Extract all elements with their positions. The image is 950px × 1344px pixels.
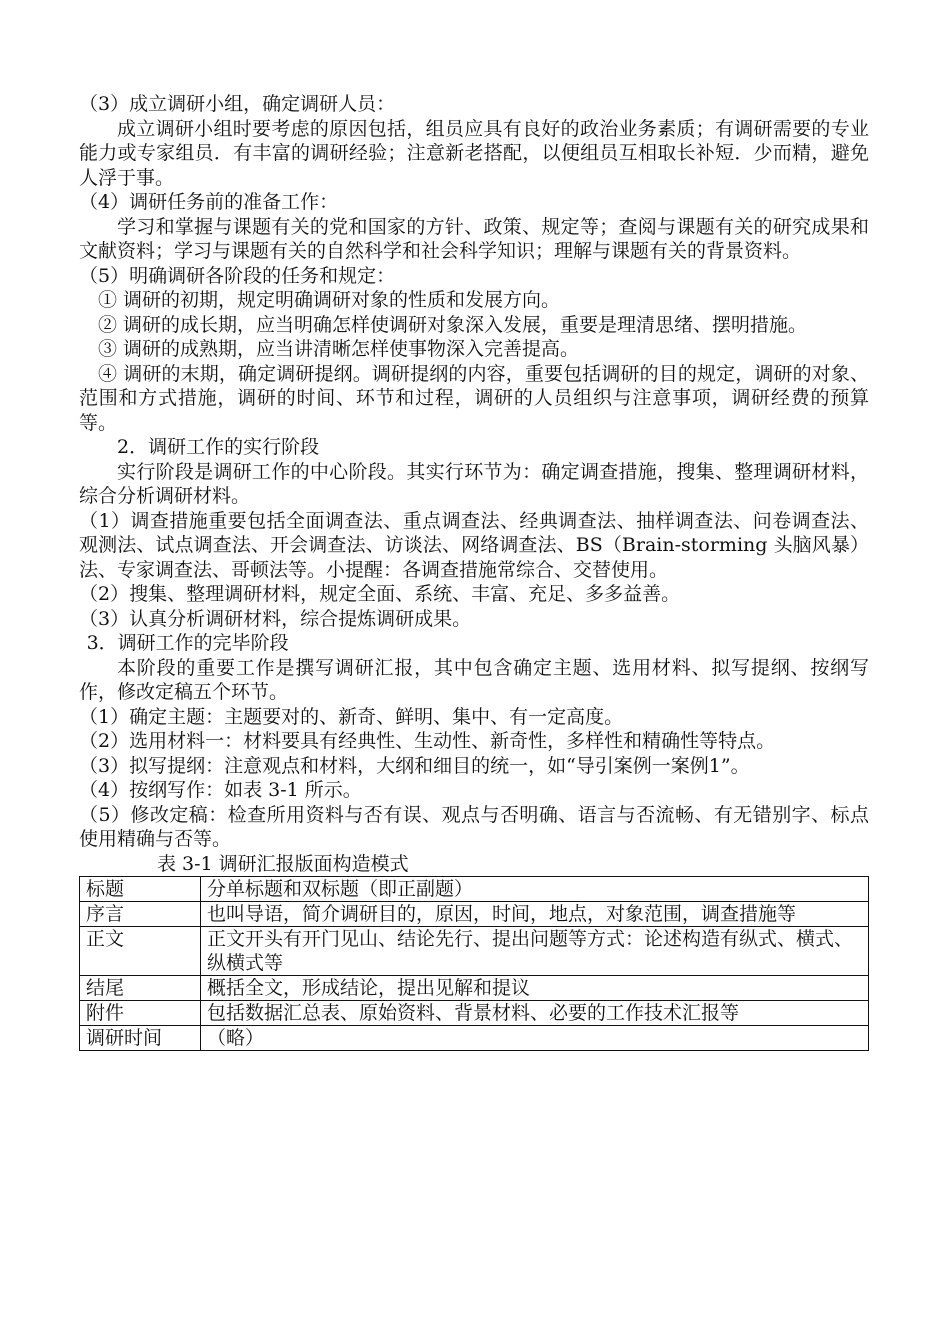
paragraph: 成立调研小组时要考虑的原因包括，组员应具有良好的政治业务素质；有调研需要的专业能力或专家组员．有丰富的调研经验；注意新老搭配，以便组员互相取长补短．少而精，避免人浮于事。 <box>79 117 869 189</box>
table-key-cell: 序言 <box>80 901 201 926</box>
list-item: ② 调研的成长期，应当明确怎样使调研对象深入发展，重要是理清思绪、摆明措施。 <box>98 313 808 336</box>
table-value-cell: 也叫导语，简介调研目的，原因，时间，地点，对象范围，调查措施等 <box>201 901 869 926</box>
paragraph: （5）明确调研各阶段的任务和规定： <box>79 264 396 287</box>
paragraph: （3）认真分析调研材料，综合提炼调研成果。 <box>79 607 472 630</box>
table-key-cell: 结尾 <box>80 975 201 1000</box>
section-heading: 2．调研工作的实行阶段 <box>117 436 320 458</box>
paragraph: （1）调查措施重要包括全面调查法、重点调查法、经典调查法、抽样调查法、问卷调查法、观测法、试点调查法、开会调查法、访谈法、网络调查法、BS（Brain-storming 头脑风暴）法、专家调查法、哥顿法等。小提醒：各调查措施常综合、交替使用。 <box>79 509 869 581</box>
paragraph: （3）成立调研小组，确定调研人员： <box>79 93 396 115</box>
table-key-cell: 附件 <box>80 1000 201 1025</box>
table-value-cell: 正文开头有开门见山、结论先行、提出问题等方式：论述构造有纵式、横式、纵横式等 <box>201 926 869 975</box>
list-item: ③ 调研的成熟期，应当讲清晰怎样使事物深入完善提高。 <box>98 338 580 360</box>
table-value-cell: （略） <box>201 1025 869 1050</box>
document-page <box>79 92 869 1051</box>
list-item: ① 调研的初期，规定明确调研对象的性质和发展方向。 <box>98 289 561 311</box>
table-row <box>80 1025 869 1050</box>
table-value-cell: 分单标题和双标题（即正副题） <box>201 876 869 901</box>
paragraph: 实行阶段是调研工作的中心阶段。其实行环节为：确定调查措施，搜集、整理调研材料，综合分析调研材料。 <box>79 460 869 507</box>
paragraph: （5）修改定稿：检查所用资料与否有误、观点与否明确、语言与否流畅、有无错别字、标点使用精确与否等。 <box>79 803 869 850</box>
paragraph: （4）调研任务前的准备工作： <box>79 191 339 213</box>
table-key-cell: 正文 <box>80 926 201 975</box>
table-row <box>80 1000 869 1025</box>
table-caption: 表 3-1 调研汇报版面构造模式 <box>157 852 409 875</box>
table-key-cell: 标题 <box>80 876 201 901</box>
section-heading: 3．调研工作的完毕阶段 <box>86 632 289 654</box>
table-key-cell: 调研时间 <box>80 1025 201 1050</box>
paragraph: 本阶段的重要工作是撰写调研汇报，其中包含确定主题、选用材料、拟写提纲、按纲写作，修改定稿五个环节。 <box>79 656 869 703</box>
report-structure-table <box>79 876 869 1051</box>
paragraph: （2）搜集、整理调研材料，规定全面、系统、丰富、充足、多多益善。 <box>79 583 681 605</box>
table-row <box>80 901 869 926</box>
list-item: ④ 调研的末期，确定调研提纲。调研提纲的内容，重要包括调研的目的规定，调研的对象、范围和方式措施，调研的时间、环节和过程，调研的人员组织与注意事项，调研经费的预算等。 <box>79 362 869 434</box>
table-value-cell: 包括数据汇总表、原始资料、背景材料、必要的工作技术汇报等 <box>201 1000 869 1025</box>
table-row <box>80 926 869 975</box>
table-row <box>80 975 869 1000</box>
paragraph: 学习和掌握与课题有关的党和国家的方针、政策、规定等；查阅与课题有关的研究成果和文献资料；学习与课题有关的自然科学和社会科学知识；理解与课题有关的背景资料。 <box>79 215 869 262</box>
table-row <box>80 876 869 901</box>
paragraph: （4）按纲写作：如表 3-1 所示。 <box>79 779 362 801</box>
paragraph: （2）选用材料一：材料要具有经典性、生动性、新奇性，多样性和精确性等特点。 <box>79 730 776 752</box>
paragraph: （1）确定主题：主题要对的、新奇、鲜明、集中、有一定高度。 <box>79 705 624 728</box>
paragraph: （3）拟写提纲：注意观点和材料，大纲和细目的统一，如“导引案例一案例1”。 <box>79 754 750 777</box>
table-value-cell: 概括全文，形成结论，提出见解和提议 <box>201 975 869 1000</box>
